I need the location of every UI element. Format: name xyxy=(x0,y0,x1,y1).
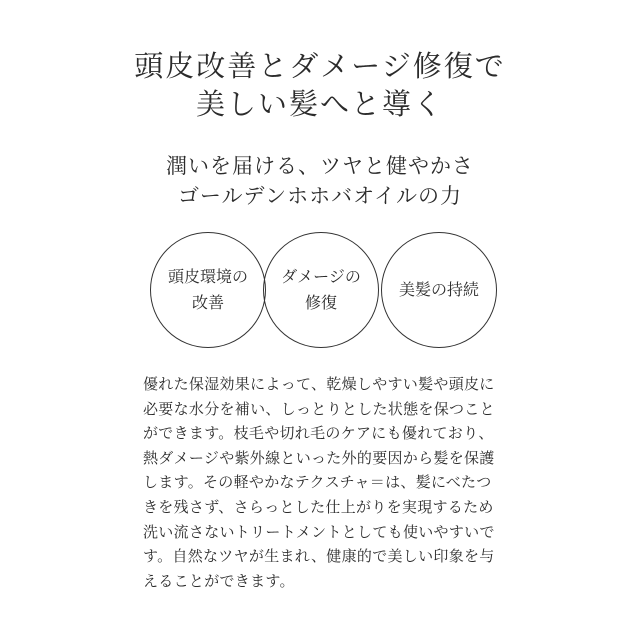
badge-damage-repair-line-1: ダメージの xyxy=(281,267,361,286)
description-paragraph xyxy=(143,372,513,593)
badge-beautiful-hair-lasting-line-1: 美髪の持続 xyxy=(398,280,479,299)
description-line: きを残さず、さらっとした仕上がりを実現するため xyxy=(143,497,494,516)
headline-line-1: 頭皮改善とダメージ修復で xyxy=(134,49,506,83)
description-line: えることができます。 xyxy=(143,571,295,590)
description-line: 洗い流さないトリートメントとしても使いやすいで xyxy=(143,522,495,541)
badge-damage-repair xyxy=(263,232,379,348)
headline-line-2: 美しい髪へと導く xyxy=(195,87,444,121)
badge-scalp-environment-line-2: 改善 xyxy=(191,293,224,312)
description-line: 熱ダメージや紫外線といった外的要因から髪を保護 xyxy=(143,448,495,467)
description-line: す。自然なツヤが生まれ、健康的で美しい印象を与 xyxy=(143,547,495,566)
description-line: します。その軽やかなテクスチャ＝は、髪にべたつ xyxy=(143,473,492,492)
description-line: ができます。枝毛や切れ毛のケアにも優れており、 xyxy=(143,424,494,443)
badge-scalp-environment-line-1: 頭皮環境の xyxy=(167,267,248,286)
description-line: 優れた保湿効果によって、乾燥しやすい髪や頭皮に xyxy=(143,375,495,393)
badge-damage-repair-line-2: 修復 xyxy=(304,293,337,312)
subheadline-line-2: ゴールデンホホバオイルの力 xyxy=(177,184,463,208)
description-line: 必要な水分を補い、しっとりとした状態を保つこと xyxy=(143,399,495,418)
badge-beautiful-hair-lasting xyxy=(381,232,497,348)
subheadline-line-1: 潤いを届ける、ツヤと健やかさ xyxy=(166,154,474,178)
badge-scalp-environment xyxy=(150,232,266,348)
